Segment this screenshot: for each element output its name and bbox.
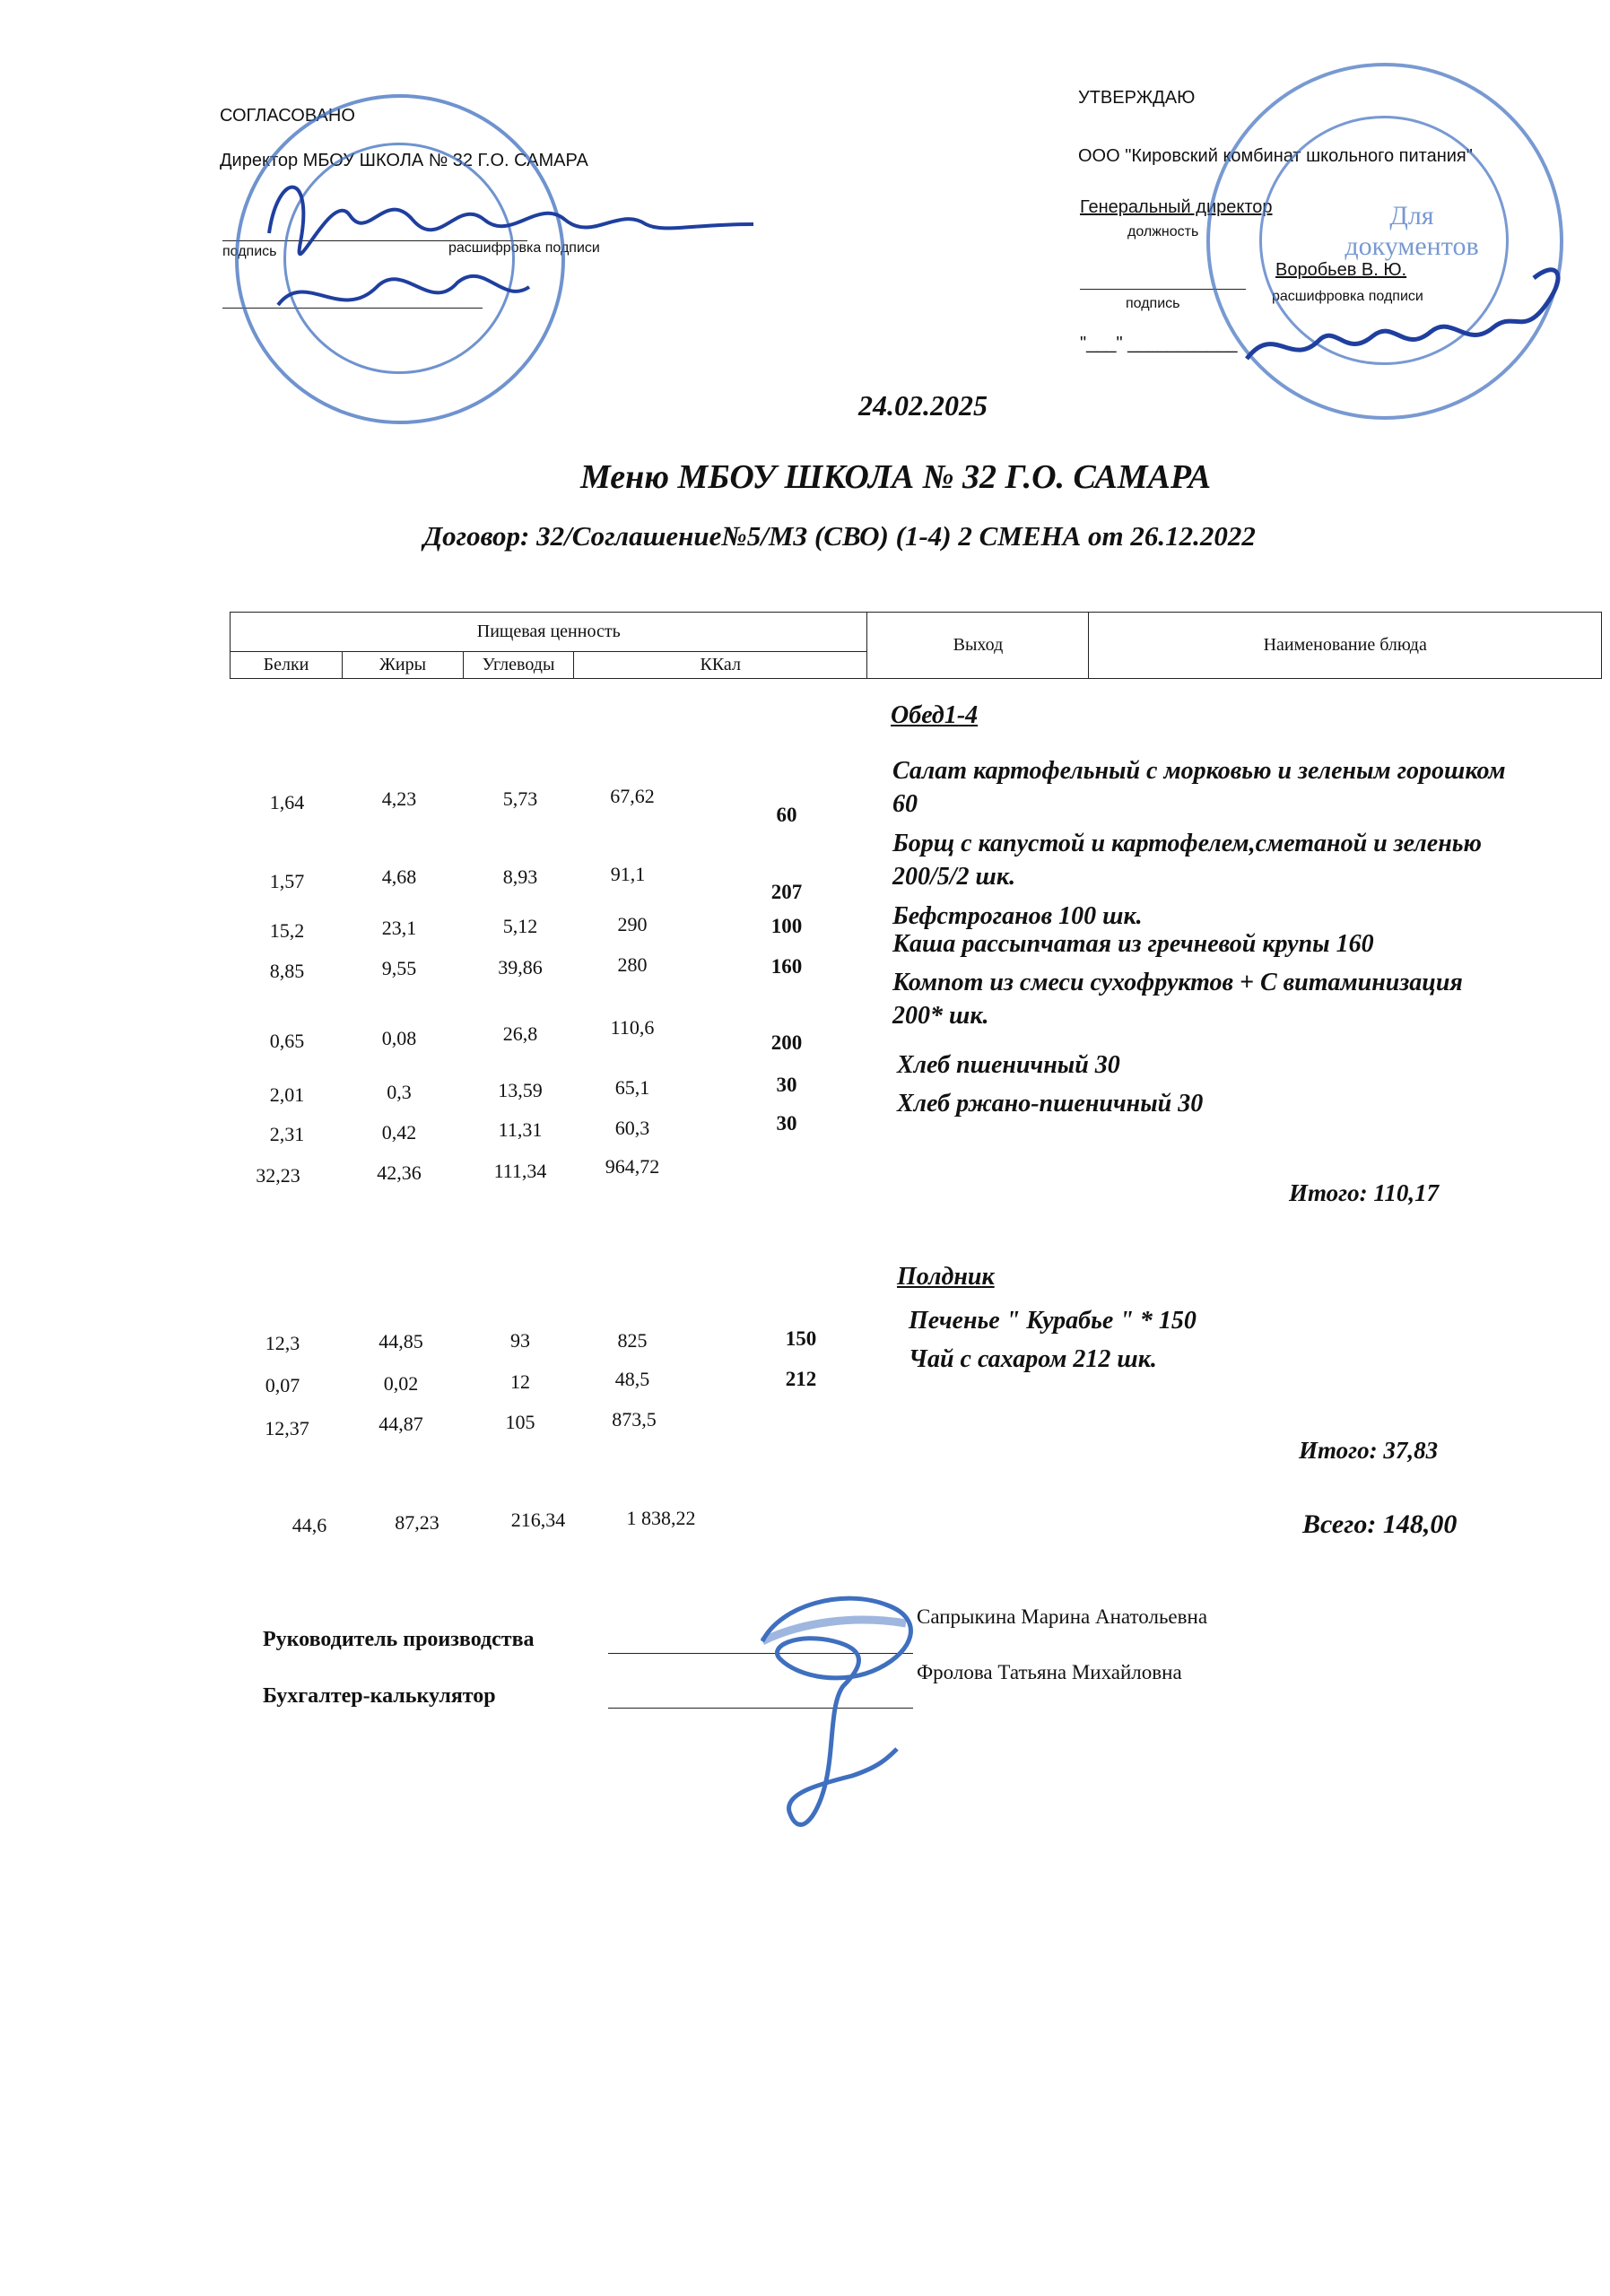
proteins-total: 32,23 [256, 1164, 300, 1187]
kcal-value: 280 [617, 953, 648, 976]
kcal-value: 48,5 [614, 1368, 650, 1390]
kcal-grand-total: 1 838,22 [626, 1507, 696, 1529]
dish-portion: 200/5/2 шк. [892, 863, 1016, 891]
yield-value: 100 [770, 915, 803, 937]
fats-value: 0,42 [381, 1121, 417, 1144]
dish-name: Борщ с капустой и картофелем,сметаной и зеленью [892, 830, 1482, 857]
fats-grand-total: 87,23 [395, 1511, 439, 1534]
carbs-grand-total: 216,34 [510, 1509, 566, 1531]
date-line-right: "___" ___________ [1080, 334, 1238, 353]
director-position: Директор МБОУ ШКОЛА № 32 Г.О. САМАРА [220, 151, 588, 170]
yield-header: Выход [867, 613, 1089, 679]
fats-header: Жиры [343, 652, 464, 679]
kcal-value: 65,1 [614, 1076, 650, 1099]
decrypt-label-right: расшифровка подписи [1272, 289, 1423, 304]
kcal-value: 67,62 [610, 785, 655, 807]
yield-value: 150 [785, 1327, 817, 1350]
fats-value: 44,85 [379, 1330, 423, 1352]
dish-name: Хлеб пшеничный 30 [897, 1051, 1120, 1079]
carbs-value: 8,93 [502, 865, 538, 888]
dish-name: Компот из смеси сухофруктов + С витаминизация [892, 969, 1463, 996]
snack-sum [1299, 1437, 1438, 1465]
kcal-value: 825 [617, 1329, 648, 1352]
yield-value: 30 [776, 1112, 797, 1135]
proteins-value: 1,64 [269, 791, 305, 813]
dish-name: Чай с сахаром 212 шк. [909, 1345, 1157, 1373]
fats-value: 0,3 [387, 1081, 412, 1103]
dish-name: Печенье " Курабье " * 150 [909, 1307, 1197, 1335]
lunch-sum [1289, 1179, 1439, 1207]
proteins-total: 12,37 [265, 1417, 309, 1439]
company-name: ООО "Кировский комбинат школьного питания" [1078, 146, 1473, 166]
dish-name: Бефстроганов 100 шк. [892, 902, 1143, 930]
grand-sum-label: Всего: [1302, 1509, 1377, 1539]
kcal-total: 873,5 [612, 1408, 657, 1431]
proteins-header: Белки [231, 652, 343, 679]
yield-value: 30 [776, 1074, 797, 1096]
dish-name: Салат картофельный с морковью и зеленым горошком [892, 757, 1506, 785]
stamp-text: Для документов [1345, 201, 1479, 261]
dish-portion: 200* шк. [892, 1002, 989, 1030]
decrypt-label: расшифровка подписи [448, 240, 600, 256]
carbs-value: 13,59 [498, 1079, 543, 1101]
lunch-sum-label: Итого: [1289, 1179, 1368, 1206]
yield-value: 207 [770, 881, 803, 903]
fats-value: 4,68 [381, 865, 417, 888]
fats-value: 4,23 [381, 787, 417, 810]
proteins-value: 1,57 [269, 870, 305, 892]
proteins-grand-total: 44,6 [292, 1514, 327, 1536]
proteins-value: 0,65 [269, 1030, 305, 1052]
snack-sum-label: Итого: [1299, 1437, 1378, 1464]
accountant-name: Фролова Татьяна Михайловна [917, 1661, 1182, 1683]
fats-value: 9,55 [381, 957, 417, 979]
snack-sum-value: 37,83 [1383, 1437, 1439, 1464]
accountant-label: Бухгалтер-калькулятор [263, 1684, 496, 1708]
fats-value: 0,08 [381, 1027, 417, 1049]
ceo-name: Воробьев В. Ю. [1275, 260, 1407, 280]
nutrition-header: Пищевая ценность [231, 613, 867, 652]
signature-label-right: подпись [1126, 296, 1180, 311]
fats-value: 0,02 [383, 1372, 419, 1395]
accountant-signature [744, 1570, 942, 1866]
proteins-value: 0,07 [265, 1374, 300, 1396]
position-label: должность [1127, 224, 1199, 239]
carbs-header: Углеводы [464, 652, 574, 679]
lunch-section-title: Обед1-4 [891, 701, 979, 729]
kcal-total: 964,72 [605, 1155, 660, 1178]
yield-value: 160 [770, 955, 803, 978]
dish-name: Каша рассыпчатая из гречневой крупы 160 [892, 930, 1374, 958]
proteins-value: 2,01 [269, 1083, 305, 1106]
approve-label: УТВЕРЖДАЮ [1078, 88, 1196, 108]
proteins-value: 2,31 [269, 1123, 305, 1145]
lunch-sum-value: 110,17 [1373, 1179, 1440, 1206]
kcal-value: 91,1 [610, 863, 646, 885]
approved-label: СОГЛАСОВАНО [220, 106, 355, 126]
kcal-header: ККал [574, 652, 867, 679]
dish-portion: 60 [892, 790, 918, 818]
grand-sum [1302, 1509, 1457, 1540]
dish-name: Хлеб ржано-пшеничный 30 [897, 1090, 1204, 1118]
carbs-value: 26,8 [502, 1022, 538, 1045]
proteins-value: 15,2 [269, 919, 305, 942]
manager-name: Сапрыкина Марина Анатольевна [917, 1605, 1208, 1628]
fats-value: 23,1 [381, 917, 417, 939]
carbs-total: 111,34 [493, 1160, 547, 1182]
carbs-value: 11,31 [498, 1118, 543, 1141]
manager-label: Руководитель производства [263, 1628, 535, 1651]
carbs-total: 105 [505, 1411, 535, 1433]
contract-line: Договор: 32/Соглашение№5/МЗ (СВО) (1-4) 2 СМЕНА от 26.12.2022 [423, 520, 1256, 552]
ceo-position: Генеральный директор [1080, 197, 1273, 217]
carbs-value: 12 [510, 1370, 530, 1393]
page-title: Меню МБОУ ШКОЛА № 32 Г.О. САМАРА [580, 458, 1212, 496]
menu-date: 24.02.2025 [858, 389, 988, 422]
ceo-signature [1238, 242, 1597, 377]
fats-total: 44,87 [379, 1413, 423, 1435]
kcal-value: 110,6 [610, 1016, 655, 1039]
carbs-value: 39,86 [498, 956, 543, 978]
dish-header: Наименование блюда [1089, 613, 1602, 679]
yield-value: 200 [770, 1031, 803, 1054]
kcal-value: 290 [617, 913, 648, 935]
yield-value: 212 [785, 1368, 817, 1390]
fats-total: 42,36 [377, 1161, 422, 1184]
table-header [230, 612, 1602, 679]
carbs-value: 5,12 [502, 915, 538, 937]
proteins-value: 12,3 [265, 1332, 300, 1354]
signature-label: подпись [222, 244, 277, 259]
director-signature [215, 135, 753, 368]
proteins-value: 8,85 [269, 960, 305, 982]
carbs-value: 93 [510, 1329, 530, 1352]
grand-sum-value: 148,00 [1382, 1509, 1458, 1539]
snack-section-title: Полдник [897, 1263, 995, 1291]
kcal-value: 60,3 [614, 1117, 650, 1139]
carbs-value: 5,73 [502, 787, 538, 810]
yield-value: 60 [776, 804, 797, 826]
